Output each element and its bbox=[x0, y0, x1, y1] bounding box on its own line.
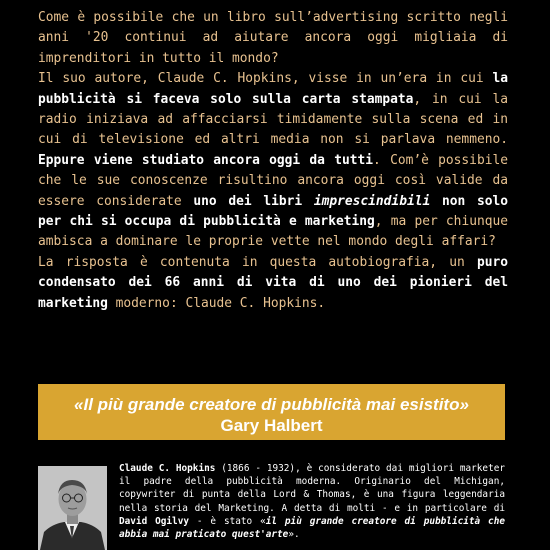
author-paragraph: Il suo autore, Claude C. Hopkins, visse in un’era in cui la pubblicità si faceva solo sulla carta stampata, in cui la radio iniziava ad affacciarsi timidamente sulla scena ed in cui di televisione ed altri media non si parlava nemmeno. Eppure viene studiato ancora oggi da tutti. Com’è possibile che le sue conoscenze risultino ancora oggi così valide da essere considerate uno dei libri imprescindibili non solo per chi si occupa di pubblicità e marketing, ma per chiunque ambisca a dominare le proprie vette nel mondo degli affari? bbox=[38, 71, 509, 250]
emphasis-essential: imprescindibili bbox=[313, 193, 431, 209]
quote-author: Gary Halbert bbox=[220, 416, 323, 435]
emphasis-books: uno dei libri bbox=[193, 193, 314, 209]
emphasis-marketing: non solo per chi si occupa di pubblicità e marketing bbox=[38, 193, 508, 230]
answer-paragraph: La risposta è contenuta in questa autobiografia, un puro condensato dei 66 anni di vita di uno dei pionieri del marketing moderno: Claude C. Hopkins. bbox=[38, 254, 508, 311]
emphasis-pioneer: puro condensato dei 66 anni di vita di uno dei pionieri del marketing bbox=[38, 254, 508, 311]
portrait-photo bbox=[38, 466, 107, 550]
emphasis-print: la pubblicità si faceva solo sulla carta stampata bbox=[38, 71, 508, 107]
book-description bbox=[38, 8, 508, 314]
author-bio: Claude C. Hopkins (1866 - 1932), è considerato dai migliori marketer il padre della pubblicità moderna. Originario del Michigan, copywriter di punta della Lord & Thomas, è una figura leggendaria nella storia del Marketing. A detta di molti - e in particolare di David Ogilvy - è stato «il più grande creatore di pubblicità che abbia mai praticato quest'arte». bbox=[119, 463, 505, 541]
emphasis-studied: Eppure viene studiato ancora oggi da tutti bbox=[38, 152, 374, 168]
quote-text: «Il più grande creatore di pubblicità mai esistito» bbox=[74, 395, 469, 414]
author-portrait bbox=[38, 466, 107, 550]
quote-banner bbox=[38, 384, 505, 440]
bio-ogilvy: David Ogilvy bbox=[119, 515, 189, 527]
bio-name: Claude C. Hopkins bbox=[119, 463, 216, 474]
intro-question: Come è possibile che un libro sull’advertising scritto negli anni '20 continui ad aiutare ancora oggi migliaia di imprenditori in tutto il mondo? bbox=[38, 10, 508, 66]
bio-quote: il più grande creatore di pubblicità che abbia mai praticato quest'arte bbox=[119, 515, 505, 541]
